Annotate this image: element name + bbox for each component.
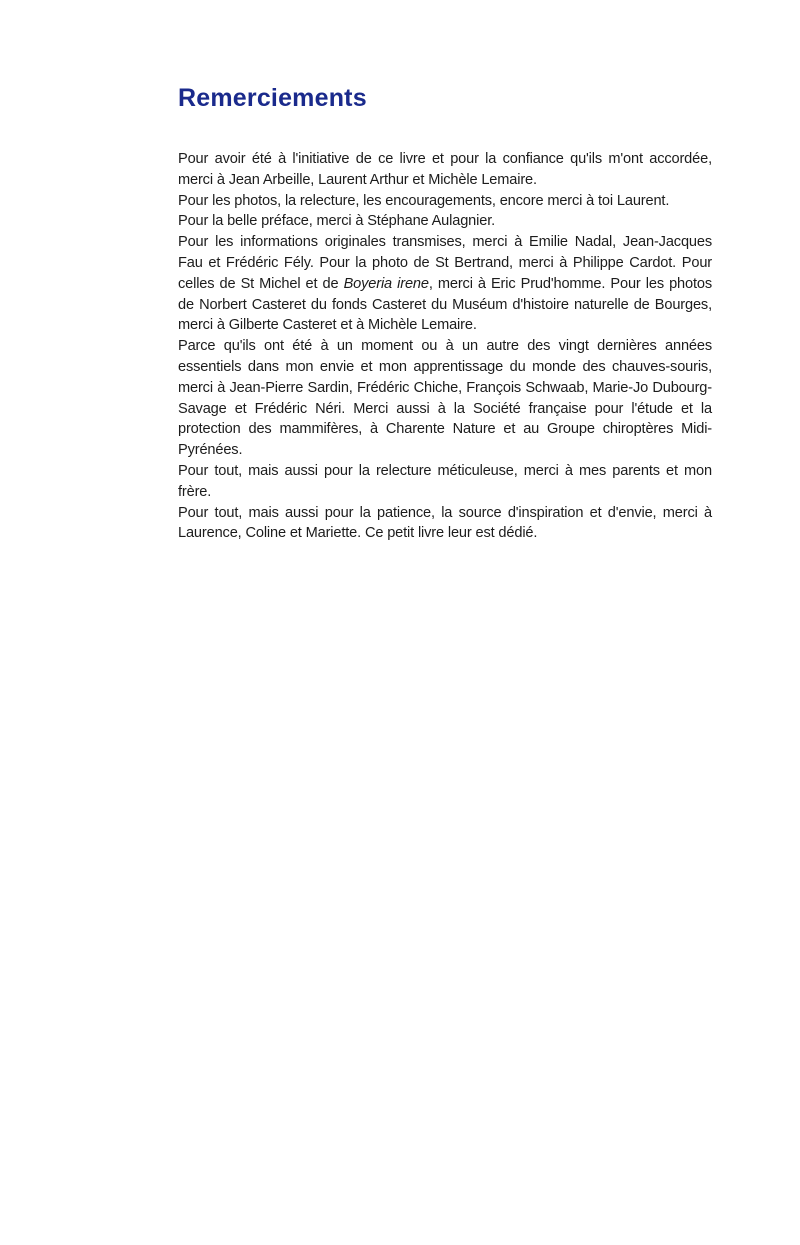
paragraph-preface: Pour la belle préface, merci à Stéphane Aulagnier. <box>178 213 496 230</box>
paragraph-bat-community: Parce qu'ils ont été à un moment ou à un autre des vingt dernières années essentiels dans mon envie et mon apprentissage du monde des chauves-souris, merci à Jean-Pierre Sardin, Frédéric Chiche, François Schwaab, Marie-Jo Dubourg-Savage et Frédéric Néri. Merci aussi à la Société française pour l'étude et la protection des mammifères, à Charente Nature et au Groupe chiroptères Midi-Pyrénées. <box>178 338 712 459</box>
paragraph-information-text-end: , merci à Eric Prud'homme. Pour les photos de Norbert Casteret du fonds Casteret du Muséum d'histoire naturelle de Bourges, merci à Gilberte Casteret et à Michèle Lemaire. <box>178 275 712 334</box>
paragraph-initiative: Pour avoir été à l'initiative de ce livre et pour la confiance qu'ils m'ont accordée, merci à Jean Arbeille, Laurent Arthur et Michèle Lemaire. <box>178 151 712 188</box>
paragraph-photos: Pour les photos, la relecture, les encouragements, encore merci à toi Laurent. <box>178 192 670 209</box>
paragraph-family: Pour tout, mais aussi pour la relecture méticuleuse, merci à mes parents et mon frère. <box>178 462 712 500</box>
species-name-italic: Boyeria irene <box>343 275 429 292</box>
paragraph-information-text-start: Pour les informations originales transmises, merci à Emilie Nadal, Jean-Jacques Fau et Frédéric Fély. Pour la photo de St Bertrand, merci à Philippe Cardot. Pour celles de St Michel et de <box>178 234 712 292</box>
acknowledgements-body <box>178 149 712 544</box>
paragraph-information <box>178 232 712 336</box>
paragraph-dedication: Pour tout, mais aussi pour la patience, la source d'inspiration et d'envie, merci à Laurence, Coline et Mariette. Ce petit livre leur est dédié. <box>178 504 712 542</box>
page-title: Remerciements <box>178 84 367 112</box>
acknowledgements-page <box>178 84 712 544</box>
